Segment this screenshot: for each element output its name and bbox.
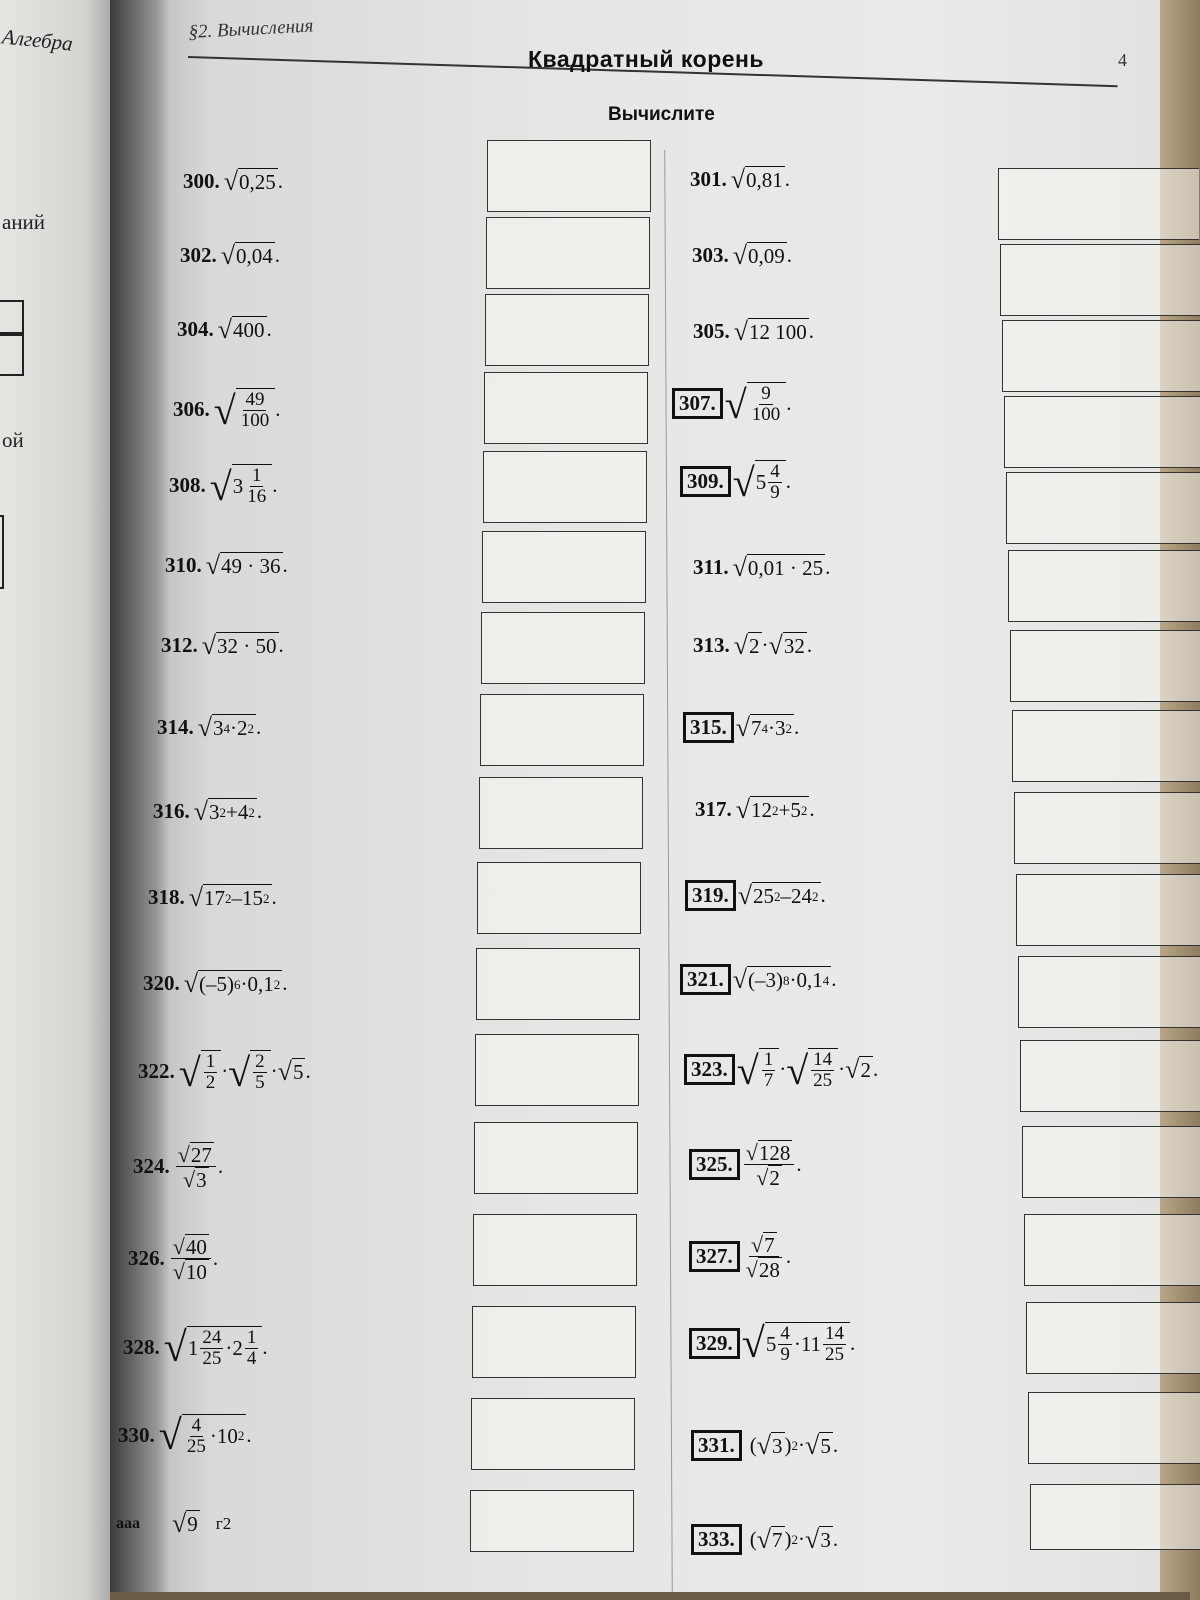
exercise-326: 326. √ 40 √ 10 .	[128, 1234, 219, 1285]
answer-box[interactable]	[485, 294, 649, 366]
answer-box[interactable]	[1022, 1126, 1200, 1198]
radicand: 49 · 36	[221, 554, 281, 578]
denominator: 7	[763, 1069, 774, 1091]
operator: ·	[240, 972, 248, 996]
exercise-320: 320. √ (–5) 6 · 0,1 2 .	[143, 969, 288, 998]
operator: ·	[789, 968, 797, 992]
punct: .	[785, 468, 791, 493]
exercise-304: 304. √ 400 .	[177, 315, 272, 344]
denominator: 25	[202, 1347, 222, 1369]
radicand: 9	[187, 1512, 198, 1536]
exercise-317: 317. √ 12 2 + 5 2 .	[695, 795, 815, 824]
exercise-329: 329. √ 5 $\frac{4}{9}$ · 11 $\frac{14}{25}$ .	[689, 1322, 855, 1365]
base: 15	[242, 886, 264, 910]
punct: .	[282, 971, 288, 995]
radicand: 5	[292, 1059, 304, 1084]
exercise-number: 328.	[123, 1334, 160, 1359]
instruction: Вычислите	[608, 104, 715, 125]
exercise-327: 327. √ 7 √ 28 .	[689, 1232, 791, 1281]
numerator: 1	[251, 465, 262, 486]
operator: ·	[793, 1331, 801, 1356]
section-title: Квадратный корень	[528, 46, 765, 72]
exercise-332-partial: ааа √ 9 г2	[116, 1509, 232, 1538]
answer-box[interactable]	[483, 451, 647, 523]
exercise-318: 318. √ 17 2 – 15 2 .	[148, 883, 277, 912]
denominator: 25	[825, 1343, 845, 1365]
answer-box[interactable]	[1020, 1040, 1200, 1112]
exercise-number: 327.	[689, 1241, 740, 1272]
base: 0,1	[247, 972, 274, 996]
radicand: 2	[860, 1057, 871, 1082]
exercise-number: 325.	[689, 1149, 740, 1180]
answer-box[interactable]	[1010, 630, 1200, 702]
exercise-number: 308.	[169, 472, 206, 497]
exercise-300: 300. √ 0,25 .	[183, 167, 284, 196]
answer-box[interactable]	[1016, 874, 1200, 946]
punct: .	[832, 1433, 839, 1457]
answer-box[interactable]	[487, 140, 651, 212]
exercise-311: 311. √ 0,01 · 25 .	[693, 553, 831, 582]
exercise-number: 305.	[693, 319, 730, 343]
answer-box[interactable]	[1028, 1392, 1200, 1464]
exercise-306: 306. √ $\frac{49}{100}$ .	[173, 387, 281, 433]
operator: +	[226, 800, 238, 824]
table-edge-bottom	[110, 1592, 1190, 1600]
answer-box[interactable]	[1012, 710, 1200, 782]
exercise-323: 323. √ $\frac{1}{7}$ · √ $\frac{14}{25}$ · √ 2 .	[684, 1048, 878, 1091]
numerator: 4	[191, 1415, 202, 1436]
exercise-number: 309.	[680, 466, 731, 497]
base: 3	[213, 716, 224, 740]
base: 10	[216, 1423, 238, 1448]
exercise-number: 304.	[177, 317, 214, 341]
exercise-321: 321. √ (–3) 8 · 0,1 4 .	[680, 964, 837, 995]
punct: .	[246, 1422, 252, 1447]
exercise-number: 331.	[691, 1430, 742, 1461]
operator: ·	[230, 716, 238, 740]
radicand: 0,81	[746, 168, 783, 192]
exercise-number: 317.	[695, 797, 732, 821]
exercise-328: 328. √ 1 $\frac{24}{25}$ · 2 $\frac{1}{4}$ .	[123, 1324, 268, 1371]
radicand: 27	[190, 1143, 212, 1167]
radicand: 0,09	[748, 244, 785, 268]
whole-part: 2	[232, 1335, 243, 1360]
left-page-box	[0, 332, 24, 376]
denominator: 25	[186, 1435, 206, 1457]
answer-box[interactable]	[470, 1490, 634, 1552]
answer-box[interactable]	[1018, 956, 1200, 1028]
answer-box[interactable]	[473, 1214, 637, 1286]
punct: .	[256, 799, 263, 823]
exercise-310: 310. √ 49 · 36 .	[165, 551, 288, 580]
answer-box[interactable]	[484, 372, 648, 444]
punct: .	[256, 715, 262, 739]
answer-box[interactable]	[1002, 320, 1200, 392]
numerator: 1	[205, 1051, 216, 1072]
base: 7	[751, 716, 762, 740]
answer-box[interactable]	[1006, 472, 1200, 544]
exercise-number: ааа	[116, 1514, 140, 1532]
exercise-308: 308. √ 3 $\frac{1}{16}$ .	[169, 463, 278, 509]
answer-box[interactable]	[477, 862, 641, 934]
answer-box[interactable]	[1008, 550, 1200, 622]
operator: ·	[225, 1335, 233, 1360]
answer-box[interactable]	[1004, 396, 1200, 468]
exercise-312: 312. √ 32 · 50 .	[161, 631, 284, 660]
operator: ·	[270, 1058, 278, 1083]
exercise-number: 314.	[157, 715, 194, 739]
base: 24	[791, 884, 813, 908]
punct: .	[796, 1152, 802, 1177]
exercise-307: 307. √ $\frac{9}{100}$ .	[672, 382, 791, 425]
exercise-number: 301.	[690, 167, 727, 191]
punct: .	[266, 317, 272, 341]
radicand: 10	[185, 1260, 207, 1285]
base: 25	[753, 884, 775, 908]
base: 12	[751, 798, 773, 822]
whole-part: 3	[232, 473, 244, 498]
answer-box[interactable]	[1014, 792, 1200, 864]
exercise-number: 318.	[148, 885, 185, 909]
exercise-305: 305. √ 12 100 .	[693, 317, 815, 346]
exercise-324: 324. √ 27 √ 3 .	[133, 1142, 224, 1193]
radicand: 2	[769, 1166, 780, 1191]
answer-box[interactable]	[471, 1398, 635, 1470]
answer-box[interactable]	[1000, 244, 1200, 316]
exercise-number: 312.	[161, 633, 198, 657]
punct: .	[785, 1244, 792, 1269]
numerator: 14	[825, 1323, 845, 1344]
denominator: 5	[255, 1071, 265, 1093]
exercise-number: 303.	[692, 243, 729, 267]
radicand: 40	[185, 1235, 207, 1259]
punct: .	[850, 1330, 856, 1355]
denominator: 100	[240, 409, 270, 431]
exercise-number: 302.	[180, 243, 217, 267]
exercise-302: 302. √ 0,04 .	[180, 241, 281, 270]
exercise-number: 319.	[685, 880, 736, 911]
punct: .	[806, 633, 813, 657]
whole-part: 1	[187, 1335, 199, 1360]
numerator: 1	[763, 1049, 774, 1070]
exercise-number: 321.	[680, 964, 731, 995]
exercise-322: 322. √ $\frac{1}{2}$ · √ $\frac{2}{5}$ · √ 5 .	[138, 1049, 311, 1095]
punct: .	[784, 167, 791, 191]
operator: ·	[838, 1056, 846, 1081]
left-page-header: Алгебра	[0, 24, 74, 56]
answer-box[interactable]	[479, 777, 643, 849]
numerator: 14	[813, 1049, 833, 1070]
exercise-314: 314. √ 3 4 · 2 2 .	[157, 713, 262, 742]
answer-box[interactable]	[476, 948, 640, 1020]
operator: ·	[221, 1058, 229, 1083]
exercise-303: 303. √ 0,09 .	[692, 241, 793, 270]
exercise-330: 330. √ $\frac{4}{25}$ · 10 2 .	[118, 1412, 252, 1459]
base: 3	[209, 800, 220, 824]
exercise-309: 309. √ 5 $\frac{4}{9}$ .	[680, 460, 791, 503]
left-page-box	[0, 515, 4, 589]
radicand: 128	[758, 1141, 791, 1165]
punct: .	[305, 1058, 311, 1083]
operator: –	[231, 886, 243, 910]
punct: .	[794, 715, 800, 739]
radicand: 0,01 · 25	[747, 556, 824, 580]
punct: .	[825, 555, 831, 579]
answer-box[interactable]	[472, 1306, 636, 1378]
answer-box[interactable]	[486, 217, 650, 289]
operator: ·	[798, 1433, 806, 1457]
exercise-301: 301. √ 0,81 .	[690, 165, 791, 194]
exercise-number: 320.	[143, 971, 180, 995]
denominator: 9	[780, 1343, 790, 1365]
exercise-number: 333.	[691, 1524, 742, 1555]
answer-box[interactable]	[998, 168, 1199, 240]
radicand: 12 100	[749, 320, 807, 344]
numerator: 24	[202, 1327, 222, 1348]
punct: .	[277, 169, 284, 193]
exercise-313: 313. √ 2 · √ 32 .	[693, 631, 813, 660]
base: 4	[237, 800, 249, 824]
running-head: §2. Вычисления	[188, 15, 314, 43]
whole-part: 5	[765, 1331, 777, 1356]
radicand: 32	[783, 634, 805, 658]
answer-box[interactable]	[1024, 1214, 1200, 1286]
left-page-box	[0, 300, 24, 336]
exercise-number: 326.	[128, 1246, 165, 1271]
answer-box[interactable]	[482, 531, 646, 603]
operator: –	[780, 884, 792, 908]
numerator: 9	[761, 383, 771, 404]
exercise-number: 300.	[183, 169, 220, 193]
punct: .	[262, 1334, 268, 1359]
exercise-number: 313.	[693, 633, 730, 657]
punct: .	[786, 390, 792, 415]
operator: ·	[209, 1423, 217, 1448]
punct: .	[275, 396, 281, 421]
exercise-number: 316.	[153, 799, 190, 823]
cut-off-text: г2	[215, 1513, 232, 1533]
exercise-number: 310.	[165, 553, 202, 577]
numerator: 2	[255, 1051, 265, 1072]
punct: .	[274, 243, 281, 267]
exercise-number: 323.	[684, 1054, 735, 1085]
radicand: 32 · 50	[217, 634, 277, 658]
base: 2	[237, 716, 248, 740]
left-page-fragment: аний	[2, 210, 46, 234]
exercise-number: 322.	[138, 1058, 175, 1083]
numerator: 4	[780, 1323, 790, 1344]
left-page-fragment: ой	[2, 428, 24, 452]
base: 0,1	[796, 968, 823, 992]
exercise-315: 315. √ 7 4 · 3 2 .	[683, 712, 799, 743]
answer-box[interactable]	[475, 1034, 639, 1106]
punct: .	[212, 1246, 219, 1271]
denominator: 16	[247, 485, 267, 507]
radicand: 2	[749, 634, 760, 658]
exercise-number: 315.	[683, 712, 734, 743]
answer-box[interactable]	[1030, 1484, 1200, 1550]
denominator: 100	[751, 403, 781, 425]
base: (–5)	[199, 972, 235, 996]
operator: ·	[779, 1056, 787, 1081]
denominator: 4	[246, 1347, 257, 1369]
denominator: 9	[770, 481, 780, 503]
exercise-number: 306.	[173, 396, 210, 421]
radicand: 0,25	[239, 170, 276, 194]
page-number: 4	[1118, 50, 1127, 70]
exercise-number: 330.	[118, 1422, 155, 1447]
punct: .	[820, 883, 826, 907]
radicand: 3	[196, 1168, 207, 1193]
numerator: 4	[770, 461, 780, 482]
operator: +	[778, 798, 791, 822]
radicand: 7	[772, 1528, 783, 1552]
radicand: 3	[772, 1434, 783, 1458]
punct: .	[278, 633, 284, 657]
numerator: 1	[246, 1327, 257, 1348]
answer-box[interactable]	[481, 612, 645, 684]
base: 5	[790, 798, 801, 822]
answer-box[interactable]	[1026, 1302, 1200, 1374]
punct: .	[872, 1056, 879, 1081]
base: 3	[775, 716, 786, 740]
punct: .	[786, 243, 793, 267]
answer-box[interactable]	[474, 1122, 638, 1194]
whole-part: 5	[755, 469, 767, 494]
radicand: 7	[764, 1233, 775, 1257]
numerator: 49	[245, 389, 265, 410]
denominator: 2	[205, 1071, 216, 1093]
exercise-333: 333. ( √ 7 ) 2 · √ 3 .	[691, 1524, 838, 1555]
punct: .	[272, 472, 278, 497]
exercise-325: 325. √ 128 √ 2 .	[689, 1140, 802, 1189]
exercise-number: 311.	[693, 555, 729, 579]
exercise-316: 316. √ 3 2 + 4 2 .	[153, 797, 263, 826]
base: (–3)	[748, 968, 784, 992]
exercise-number: 324.	[133, 1154, 170, 1179]
exercise-number: 329.	[689, 1328, 740, 1359]
base: 17	[204, 886, 226, 910]
punct: .	[808, 319, 815, 343]
denominator: 25	[813, 1069, 833, 1091]
punct: .	[831, 967, 837, 991]
radicand: 0,04	[236, 244, 273, 268]
operator: ·	[761, 633, 769, 657]
answer-box[interactable]	[480, 694, 644, 766]
radicand: 28	[758, 1258, 780, 1283]
punct: .	[809, 797, 815, 821]
radicand: 3	[820, 1528, 831, 1552]
punct: .	[271, 885, 277, 909]
exercise-number: 307.	[672, 388, 723, 419]
punct: .	[217, 1154, 224, 1179]
operator: ·	[798, 1527, 806, 1551]
whole-part: 11	[800, 1331, 822, 1356]
operator: ·	[768, 716, 776, 740]
radicand: 400	[233, 318, 265, 342]
punct: .	[832, 1527, 839, 1551]
punct: .	[282, 553, 288, 577]
radicand: 5	[820, 1434, 831, 1458]
exercise-319: 319. √ 25 2 – 24 2 .	[685, 880, 826, 911]
exercise-331: 331. ( √ 3 ) 2 · √ 5 .	[691, 1430, 838, 1461]
